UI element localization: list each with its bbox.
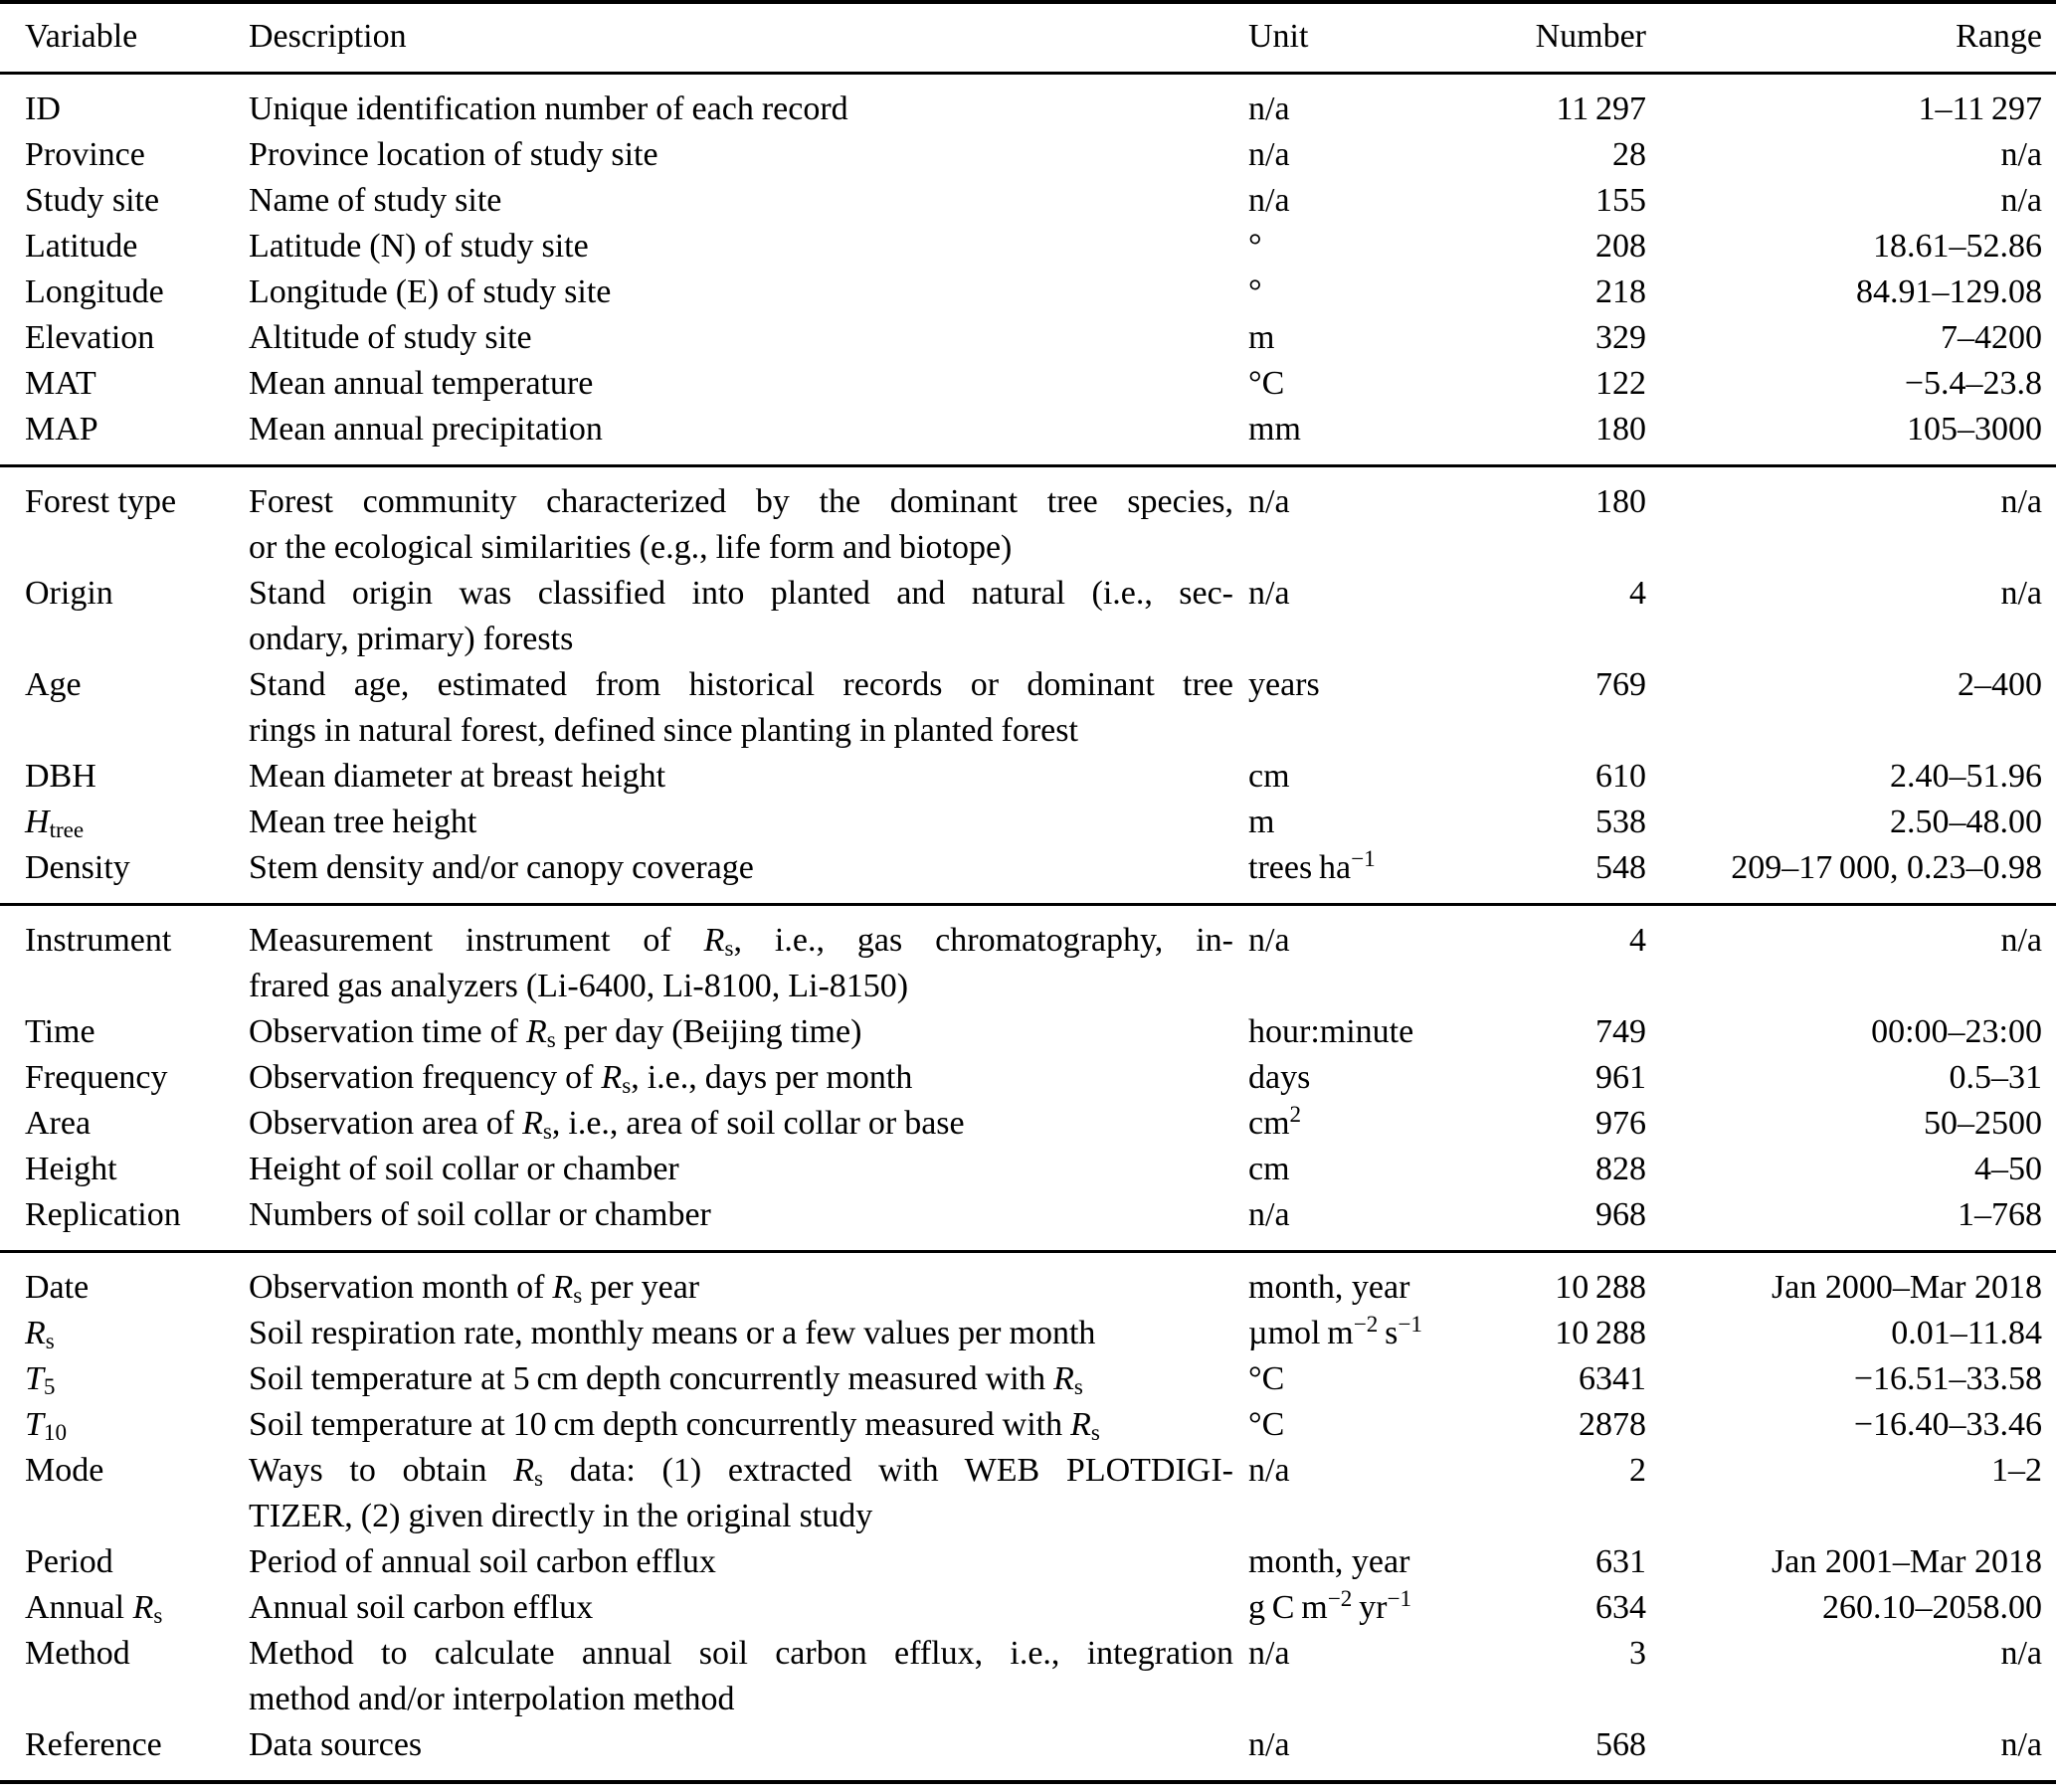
table-row	[0, 1539, 2056, 1585]
cell-description	[249, 1252, 1248, 1312]
cell-description	[249, 269, 1248, 315]
table-row	[0, 1585, 2056, 1631]
cell-variable: MAP	[25, 411, 98, 448]
description-line: Measurement instrument of $R_s$, i.e., gas chromatography, in-	[249, 922, 1234, 963]
cell-number: 568	[1595, 1726, 1646, 1763]
cell-variable: ID	[25, 90, 61, 127]
description-line: Mean tree height	[249, 804, 477, 840]
cell-variable: Province	[25, 136, 145, 173]
table-row	[0, 1311, 2056, 1356]
table-section-1	[0, 74, 2056, 466]
cell-number: 631	[1595, 1543, 1646, 1580]
description-line: TIZER, (2) given directly in the original study	[249, 1498, 873, 1534]
cell-range: 260.10–2058.00	[1822, 1589, 2042, 1626]
cell-description	[249, 74, 1248, 133]
cell-unit: µmol $m^{-2}$ $s^{-1}$	[1248, 1312, 1422, 1351]
cell-number: 6341	[1579, 1360, 1646, 1397]
cell-variable: $R_s$	[25, 1315, 55, 1355]
table-row	[0, 407, 2056, 466]
table-row	[0, 224, 2056, 269]
cell-number: 2	[1629, 1452, 1646, 1489]
cell-description	[249, 1631, 1248, 1722]
table-row	[0, 74, 2056, 133]
cell-unit: n/a	[1248, 1452, 1290, 1489]
cell-number: 218	[1595, 273, 1646, 310]
cell-description	[249, 361, 1248, 407]
col-header-range: Range	[1646, 2, 2056, 74]
table-header	[0, 2, 2056, 74]
cell-variable: Longitude	[25, 273, 164, 310]
table-row	[0, 1055, 2056, 1101]
description-line: Mean annual temperature	[249, 365, 594, 402]
cell-range: 0.5–31	[1949, 1059, 2042, 1096]
cell-variable: Reference	[25, 1726, 162, 1763]
cell-description	[249, 1402, 1248, 1448]
cell-variable: DBH	[25, 758, 96, 795]
description-line: Period of annual soil carbon efflux	[249, 1543, 716, 1580]
cell-range: n/a	[2000, 575, 2042, 612]
cell-description	[249, 1192, 1248, 1252]
cell-number: 4	[1629, 575, 1646, 612]
cell-range: 50–2500	[1924, 1105, 2042, 1142]
cell-unit: n/a	[1248, 136, 1290, 173]
cell-unit: °	[1248, 228, 1262, 265]
cell-unit: n/a	[1248, 1196, 1290, 1233]
cell-variable: Period	[25, 1543, 113, 1580]
cell-variable: Density	[25, 849, 130, 886]
cell-range: 1–2	[1991, 1452, 2042, 1489]
table-row	[0, 1722, 2056, 1782]
cell-unit: n/a	[1248, 1726, 1290, 1763]
description-line: Observation month of $R_s$ per year	[249, 1269, 700, 1310]
table-row	[0, 132, 2056, 178]
cell-unit: °C	[1248, 1360, 1285, 1397]
description-line: Observation frequency of $R_s$, i.e., days per month	[249, 1059, 913, 1100]
cell-variable: Study site	[25, 182, 160, 219]
cell-number: 634	[1595, 1589, 1646, 1626]
cell-range: 105–3000	[1907, 411, 2042, 448]
cell-description	[249, 1147, 1248, 1192]
cell-range: n/a	[2000, 483, 2042, 520]
description-line: Soil respiration rate, monthly means or a few values per month	[249, 1315, 1096, 1351]
cell-range: 2–400	[1958, 666, 2042, 703]
cell-range: 7–4200	[1941, 319, 2042, 356]
cell-description	[249, 315, 1248, 361]
cell-unit: n/a	[1248, 483, 1290, 520]
description-line: Latitude (N) of study site	[249, 228, 589, 265]
description-line: ondary, primary) forests	[249, 621, 574, 657]
cell-range: −5.4–23.8	[1904, 365, 2042, 402]
cell-variable: Instrument	[25, 922, 172, 959]
cell-description	[249, 178, 1248, 224]
cell-unit: cm	[1248, 1151, 1290, 1187]
description-line: Data sources	[249, 1726, 423, 1763]
cell-variable: Area	[25, 1105, 92, 1142]
cell-range: n/a	[2000, 182, 2042, 219]
table-row	[0, 662, 2056, 754]
description-line: Ways to obtain $R_s$ data: (1) extracted with WEB PLOTDIGI-	[249, 1452, 1234, 1493]
description-line: Stand origin was classified into planted and natural (i.e., sec-	[249, 575, 1233, 612]
cell-unit: m	[1248, 319, 1275, 356]
cell-number: 769	[1595, 666, 1646, 703]
cell-number: 180	[1595, 411, 1646, 448]
cell-unit: n/a	[1248, 90, 1290, 127]
cell-unit: g C $m^{-2}$ $yr^{-1}$	[1248, 1586, 1412, 1626]
cell-range: Jan 2001–Mar 2018	[1772, 1543, 2042, 1580]
cell-range: 18.61–52.86	[1873, 228, 2042, 265]
cell-number: 828	[1595, 1151, 1646, 1187]
cell-unit: mm	[1248, 411, 1301, 448]
cell-description	[249, 1356, 1248, 1402]
table-row	[0, 1252, 2056, 1312]
cell-number: 961	[1595, 1059, 1646, 1096]
cell-unit: years	[1248, 666, 1320, 703]
description-line: Province location of study site	[249, 136, 658, 173]
table-row	[0, 1631, 2056, 1722]
cell-variable: Date	[25, 1269, 90, 1306]
cell-number: 538	[1595, 804, 1646, 840]
cell-number: 155	[1595, 182, 1646, 219]
cell-variable: Forest type	[25, 483, 177, 520]
cell-variable: Latitude	[25, 228, 138, 265]
col-header-number: Number	[1432, 2, 1646, 74]
cell-description	[249, 407, 1248, 466]
table-section-4	[0, 1252, 2056, 1783]
table-row	[0, 571, 2056, 662]
cell-description	[249, 571, 1248, 662]
cell-unit: month, year	[1248, 1543, 1410, 1580]
table-row	[0, 754, 2056, 800]
table-row	[0, 1009, 2056, 1055]
table-row	[0, 905, 2056, 1010]
cell-description	[249, 1101, 1248, 1147]
description-line: Unique identification number of each record	[249, 90, 848, 127]
cell-unit: °C	[1248, 365, 1285, 402]
description-line: or the ecological similarities (e.g., life form and biotope)	[249, 529, 1013, 566]
description-line: Method to calculate annual soil carbon efflux, i.e., integration	[249, 1635, 1233, 1672]
table-row	[0, 1192, 2056, 1252]
cell-variable: Origin	[25, 575, 113, 612]
cell-description	[249, 800, 1248, 845]
cell-description	[249, 1055, 1248, 1101]
table-row	[0, 1101, 2056, 1147]
cell-range: 00:00–23:00	[1871, 1013, 2042, 1050]
cell-description	[249, 1311, 1248, 1356]
cell-number: 28	[1612, 136, 1646, 173]
cell-number: 4	[1629, 922, 1646, 959]
description-line: Annual soil carbon efflux	[249, 1589, 594, 1626]
table-row	[0, 361, 2056, 407]
cell-variable: Method	[25, 1635, 130, 1672]
cell-number: 3	[1629, 1635, 1646, 1672]
cell-variable: Age	[25, 666, 82, 703]
description-line: Soil temperature at 10 cm depth concurrently measured with $R_s$	[249, 1406, 1100, 1447]
cell-unit: month, year	[1248, 1269, 1410, 1306]
description-line: Longitude (E) of study site	[249, 273, 612, 310]
cell-range: 1–11 297	[1918, 90, 2042, 127]
cell-range: −16.51–33.58	[1853, 1360, 2042, 1397]
cell-variable: Height	[25, 1151, 117, 1187]
table-row	[0, 1402, 2056, 1448]
cell-variable: Frequency	[25, 1059, 168, 1096]
cell-description	[249, 1539, 1248, 1585]
table-section-3	[0, 905, 2056, 1252]
cell-unit: n/a	[1248, 922, 1290, 959]
description-line: Stand age, estimated from historical records or dominant tree	[249, 666, 1233, 703]
table-row	[0, 1147, 2056, 1192]
description-line: Soil temperature at 5 cm depth concurrently measured with $R_s$	[249, 1360, 1083, 1401]
cell-variable: $T_{10}$	[25, 1406, 68, 1447]
description-line: method and/or interpolation method	[249, 1681, 735, 1717]
description-line: frared gas analyzers (Li-6400, Li-8100, Li-8150)	[249, 968, 909, 1004]
cell-variable: Time	[25, 1013, 95, 1050]
cell-range: −16.40–33.46	[1853, 1406, 2042, 1443]
cell-number: 11 297	[1556, 90, 1646, 127]
table-row	[0, 315, 2056, 361]
table-row	[0, 1448, 2056, 1539]
description-line: Height of soil collar or chamber	[249, 1151, 679, 1187]
cell-variable: Annual $R_s$	[25, 1589, 163, 1630]
cell-number: 180	[1595, 483, 1646, 520]
cell-number: 968	[1595, 1196, 1646, 1233]
cell-description	[249, 1722, 1248, 1782]
cell-range: 2.50–48.00	[1890, 804, 2042, 840]
cell-range: 1–768	[1958, 1196, 2042, 1233]
cell-description	[249, 132, 1248, 178]
cell-number: 976	[1595, 1105, 1646, 1142]
cell-unit: °C	[1248, 1406, 1285, 1443]
description-line: Numbers of soil collar or chamber	[249, 1196, 711, 1233]
description-line: Forest community characterized by the dominant tree species,	[249, 483, 1233, 520]
cell-number: 122	[1595, 365, 1646, 402]
cell-number: 10 288	[1555, 1269, 1646, 1306]
cell-range: 4–50	[1974, 1151, 2042, 1187]
description-line: Observation time of $R_s$ per day (Beijing time)	[249, 1013, 862, 1054]
cell-description	[249, 905, 1248, 1010]
cell-unit: n/a	[1248, 1635, 1290, 1672]
table-row	[0, 178, 2056, 224]
cell-range: n/a	[2000, 1635, 2042, 1672]
col-header-description: Description	[249, 2, 1248, 74]
cell-description	[249, 1009, 1248, 1055]
cell-variable: Elevation	[25, 319, 155, 356]
cell-range: n/a	[2000, 922, 2042, 959]
cell-description	[249, 466, 1248, 572]
description-line: Name of study site	[249, 182, 502, 219]
cell-variable: Replication	[25, 1196, 181, 1233]
cell-unit: m	[1248, 804, 1275, 840]
cell-number: 2878	[1579, 1406, 1646, 1443]
cell-unit: days	[1248, 1059, 1311, 1096]
table-section-2	[0, 466, 2056, 905]
description-line: Mean annual precipitation	[249, 411, 603, 448]
table-row	[0, 1356, 2056, 1402]
cell-range: Jan 2000–Mar 2018	[1772, 1269, 2042, 1306]
cell-range: 0.01–11.84	[1891, 1315, 2042, 1351]
col-header-unit: Unit	[1248, 2, 1432, 74]
cell-description	[249, 1448, 1248, 1539]
cell-variable: Mode	[25, 1452, 104, 1489]
cell-range: n/a	[2000, 1726, 2042, 1763]
table-header-row	[0, 2, 2056, 74]
cell-unit: n/a	[1248, 182, 1290, 219]
cell-number: 610	[1595, 758, 1646, 795]
cell-description	[249, 845, 1248, 905]
cell-unit: n/a	[1248, 575, 1290, 612]
cell-variable: $H_{tree}$	[25, 804, 85, 844]
cell-number: 329	[1595, 319, 1646, 356]
cell-description	[249, 662, 1248, 754]
cell-number: 548	[1595, 849, 1646, 886]
description-line: Stem density and/or canopy coverage	[249, 849, 754, 886]
cell-range: 209–17 000, 0.23–0.98	[1731, 849, 2042, 886]
table-row	[0, 845, 2056, 905]
cell-unit: cm	[1248, 758, 1290, 795]
cell-range: n/a	[2000, 136, 2042, 173]
cell-number: 749	[1595, 1013, 1646, 1050]
cell-description	[249, 224, 1248, 269]
description-line: rings in natural forest, defined since planting in planted forest	[249, 712, 1078, 749]
cell-unit: $cm^2$	[1248, 1102, 1302, 1142]
description-line: Altitude of study site	[249, 319, 532, 356]
cell-number: 10 288	[1555, 1315, 1646, 1351]
description-line: Mean diameter at breast height	[249, 758, 666, 795]
cell-unit: hour:minute	[1248, 1013, 1414, 1050]
cell-unit: °	[1248, 273, 1262, 310]
cell-number: 208	[1595, 228, 1646, 265]
col-header-variable: Variable	[0, 2, 249, 74]
table-row	[0, 269, 2056, 315]
cell-range: 2.40–51.96	[1890, 758, 2042, 795]
cell-variable: MAT	[25, 365, 96, 402]
cell-unit: trees $ha^{-1}$	[1248, 846, 1376, 886]
table-row	[0, 800, 2056, 845]
cell-description	[249, 754, 1248, 800]
cell-variable: $T_5$	[25, 1360, 56, 1401]
cell-range: 84.91–129.08	[1856, 273, 2042, 310]
cell-description	[249, 1585, 1248, 1631]
table-row	[0, 466, 2056, 572]
description-line: Observation area of $R_s$, i.e., area of soil collar or base	[249, 1105, 965, 1146]
